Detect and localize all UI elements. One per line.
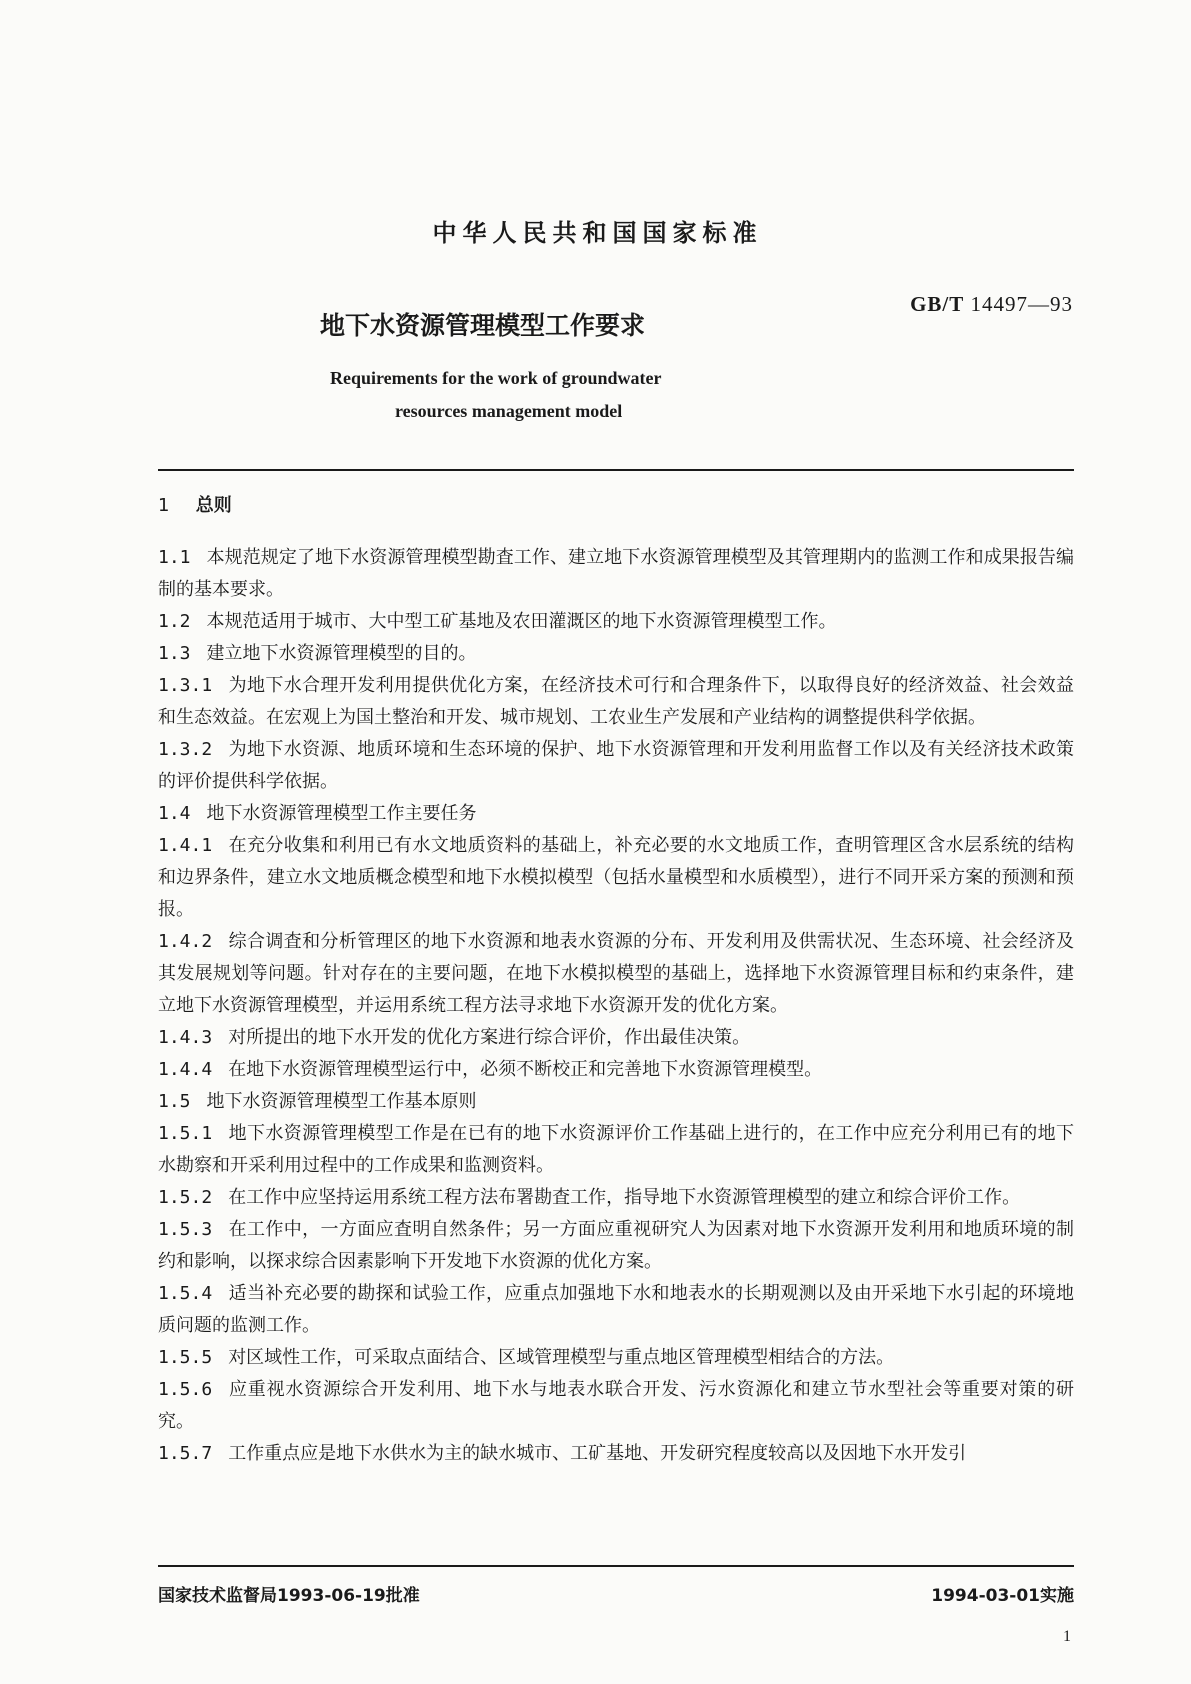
standard-number [910,292,1073,317]
clause-number: 1.4 [158,803,191,824]
english-title [330,362,661,428]
clause-number: 1.4.1 [158,835,213,856]
clause-number: 1.3.1 [158,675,213,696]
clause-text: 在工作中应坚持运用系统工程方法布署勘査工作，指导地下水资源管理模型的建立和综合评价工作。 [228,1187,1021,1208]
clause-number: 1.5 [158,1091,191,1112]
clause-text: 建立地下水资源管理模型的目的。 [206,643,477,664]
clause-text: 综合调査和分析管理区的地下水资源和地表水资源的分布、开发利用及供需状况、生态环境、社会经济及其发展规划等问题。针对存在的主要问题，在地下水模拟模型的基础上，选择地下水资源管理目标和约束条件，建立地下水资源管理模型，并运用系统工程方法寻求地下水资源开发的优化方案。 [158,931,1074,1016]
section-heading [158,490,1074,522]
effective-date: 1994-03-01实施 [931,1586,1074,1606]
clause-paragraph [158,1438,1074,1470]
clause-text: 为地下水资源、地质环境和生态环境的保护、地下水资源管理和开发利用监督工作以及有关经济技术政策的评价提供科学依据。 [158,739,1074,792]
footer-divider [158,1565,1074,1567]
clause-text: 地下水资源管理模型工作是在已有的地下水资源评价工作基础上进行的，在工作中应充分利用已有的地下水勘察和开采利用过程中的工作成果和监测资料。 [158,1123,1074,1176]
clause-paragraph [158,1086,1074,1118]
clause-paragraph [158,1182,1074,1214]
clause-number: 1.2 [158,611,191,632]
clause-number: 1.5.4 [158,1283,213,1304]
clause-text: 工作重点应是地下水供水为主的缺水城市、工矿基地、开发研究程度较高以及因地下水开发引 [228,1443,967,1464]
clause-text: 本规范规定了地下水资源管理模型勘査工作、建立地下水资源管理模型及其管理期内的监测工作和成果报告编制的基本要求。 [158,547,1074,600]
clause-number: 1.4.4 [158,1059,213,1080]
clause-text: 对所提出的地下水开发的优化方案进行综合评价，作出最佳决策。 [228,1027,751,1048]
clause-number: 1.3 [158,643,191,664]
standard-prefix: GB/T [910,292,965,316]
english-title-line2: resources management model [395,401,623,421]
standard-code: 14497—93 [970,292,1073,316]
clause-paragraph [158,830,1074,926]
clause-text: 在工作中，一方面应査明自然条件；另一方面应重视研究人为因素对地下水资源开发利用和地质环境的制约和影响，以探求综合因素影响下开发地下水资源的优化方案。 [158,1219,1074,1272]
clause-text: 在充分收集和利用已有水文地质资料的基础上，补充必要的水文地质工作，査明管理区含水层系统的结构和边界条件，建立水文地质概念模型和地下水模拟模型（包括水量模型和水质模型），进行不同开采方案的预测和预报。 [158,835,1074,920]
clause-text: 地下水资源管理模型工作基本原则 [206,1091,477,1112]
clause-paragraph [158,734,1074,798]
clause-number: 1.3.2 [158,739,213,760]
english-title-line1: Requirements for the work of groundwater [330,368,662,388]
clause-number: 1.4.3 [158,1027,213,1048]
clause-text: 地下水资源管理模型工作主要任务 [206,803,477,824]
document-title: 地下水资源管理模型工作要求 [320,311,646,340]
clause-number: 1.5.3 [158,1219,213,1240]
national-standard-title: 中华人民共和国国家标准 [432,219,763,247]
header-divider [158,469,1074,471]
clause-paragraph [158,926,1074,1022]
clause-number: 1.5.7 [158,1443,213,1464]
clause-paragraph [158,798,1074,830]
clause-paragraph [158,1374,1074,1438]
clause-paragraph [158,1054,1074,1086]
clause-number: 1.4.2 [158,931,213,952]
clause-paragraph [158,606,1074,638]
clause-text: 本规范适用于城市、大中型工矿基地及农田灌溉区的地下水资源管理模型工作。 [206,611,837,632]
document-body [158,490,1074,1470]
clause-paragraph [158,1022,1074,1054]
section-title: 总则 [195,495,232,516]
clause-paragraph [158,670,1074,734]
clause-text: 在地下水资源管理模型运行中，必须不断校正和完善地下水资源管理模型。 [228,1059,823,1080]
clause-text: 为地下水合理开发利用提供优化方案，在经济技术可行和合理条件下，以取得良好的经济效益、社会效益和生态效益。在宏观上为国土整治和开发、城市规划、工农业生产发展和产业结构的调整提供科学依据。 [158,675,1074,728]
clause-number: 1.1 [158,547,191,568]
paragraph-list [158,542,1074,1470]
clause-paragraph [158,1342,1074,1374]
section-number: 1 [158,495,170,516]
clause-paragraph [158,638,1074,670]
clause-paragraph [158,1278,1074,1342]
clause-text: 对区域性工作，可采取点面结合、区域管理模型与重点地区管理模型相结合的方法。 [228,1347,895,1368]
clause-text: 应重视水资源综合开发利用、地下水与地表水联合开发、污水资源化和建立节水型社会等重要对策的研究。 [158,1379,1074,1432]
approval-date: 国家技术监督局1993-06-19批准 [158,1586,420,1606]
clause-paragraph [158,1214,1074,1278]
clause-number: 1.5.5 [158,1347,213,1368]
clause-number: 1.5.6 [158,1379,213,1400]
clause-text: 适当补充必要的勘探和试验工作，应重点加强地下水和地表水的长期观测以及由开采地下水引起的环境地质问题的监测工作。 [158,1283,1074,1336]
clause-paragraph [158,542,1074,606]
clause-paragraph [158,1118,1074,1182]
clause-number: 1.5.1 [158,1123,213,1144]
page-number: 1 [1063,1628,1071,1645]
clause-number: 1.5.2 [158,1187,213,1208]
